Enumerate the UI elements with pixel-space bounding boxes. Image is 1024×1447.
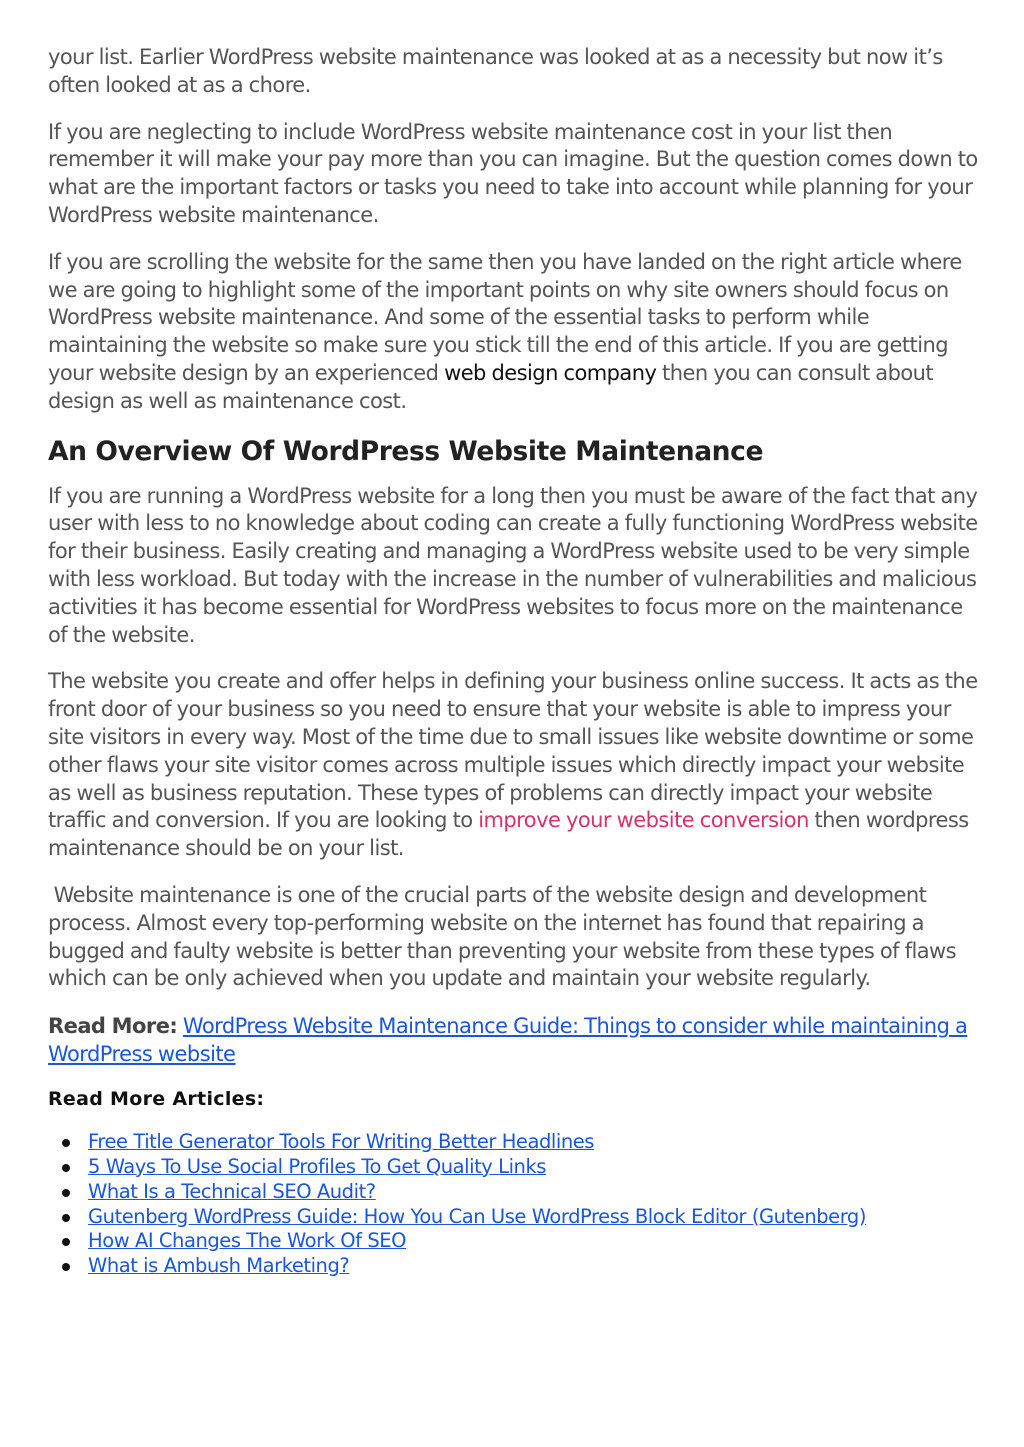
intro-text-after: then you can consult about design as well as maintenance cost. xyxy=(48,360,934,413)
article-link-ai-seo[interactable]: How AI Changes The Work Of SEO xyxy=(88,1229,407,1253)
list-item xyxy=(88,1180,983,1205)
bullet-icon xyxy=(62,1263,70,1271)
bullet-icon xyxy=(62,1139,70,1147)
paragraph-overview: If you are running a WordPress website for a long then you must be aware of the fact that any user with less to no knowledge about coding can create a fully functioning WordPress website for their business. Easily creating and managing a WordPress website used to be very simple with less workload. But today with the increase in the number of vulnerabilities and malicious activities it has become essential for WordPress websites to focus more on the maintenance of the website. xyxy=(48,483,978,647)
list-item xyxy=(88,1254,983,1279)
paragraph-crucial: Website maintenance is one of the crucial parts of the website design and development process. Almost every top-performing website on the internet has found that repairing a bugged and faulty website is better than preventing your website from these types of flaws which can be only achieved when you update and maintain your website regularly. xyxy=(48,882,962,991)
bullet-icon xyxy=(62,1164,70,1172)
read-more-block xyxy=(48,1012,983,1068)
article-link-social-profiles[interactable]: 5 Ways To Use Social Profiles To Get Quality Links xyxy=(88,1154,546,1178)
article-link-gutenberg[interactable]: Gutenberg WordPress Guide: How You Can Use WordPress Block Editor (Gutenberg) xyxy=(88,1204,867,1228)
success-text-before: The website you create and offer helps in defining your business online success. It acts as the front door of your business so you need to ensure that your website is able to impress your site visitors in every way. Most of the time due to small issues like website downtime or some other flaws your site visitor comes across multiple issues which directly impact your website as well as business reputation. These types of problems can directly impact your website traffic and conversion. If you are looking to xyxy=(48,669,978,833)
articles-list xyxy=(48,1130,983,1279)
document-page xyxy=(48,44,983,1279)
paragraph-intro xyxy=(48,249,983,416)
article-link-seo-audit[interactable]: What Is a Technical SEO Audit? xyxy=(88,1179,376,1203)
improve-conversion-link[interactable]: improve your website conversion xyxy=(478,808,809,833)
intro-text-before: If you are scrolling the website for the same then you have landed on the right article where we are going to highlight some of the important points on why site owners should focus on WordPress website maintenance. And some of the essential tasks to perform while maintaining the website so make sure you stick till the end of this article. If you are getting your website design by an experienced xyxy=(48,249,962,385)
read-more-label: Read More: xyxy=(48,1014,178,1039)
bullet-icon xyxy=(62,1189,70,1197)
list-item xyxy=(88,1229,983,1254)
read-more-link[interactable]: WordPress Website Maintenance Guide: Things to consider while maintaining a WordPress website xyxy=(48,1014,968,1067)
section-heading-overview: An Overview Of WordPress Website Maintenance xyxy=(48,435,764,467)
bullet-icon xyxy=(62,1238,70,1246)
bullet-icon xyxy=(62,1214,70,1222)
list-item xyxy=(88,1155,983,1180)
list-item xyxy=(88,1205,983,1230)
article-link-title-generator[interactable]: Free Title Generator Tools For Writing Better Headlines xyxy=(88,1130,594,1154)
read-more-articles-heading: Read More Articles: xyxy=(48,1088,265,1111)
paragraph-chore: your list. Earlier WordPress website maintenance was looked at as a necessity but now it’s often looked at as a chore. xyxy=(48,45,943,97)
article-link-ambush-marketing[interactable]: What is Ambush Marketing? xyxy=(88,1254,350,1278)
paragraph-maintenance-cost: If you are neglecting to include WordPress website maintenance cost in your list then remember it will make your pay more than you can imagine. But the question comes down to what are the important factors or tasks you need to take into account while planning for your WordPress website maintenance. xyxy=(48,119,978,227)
success-text-after: then wordpress maintenance should be on your list. xyxy=(48,808,969,861)
web-design-company-link[interactable]: web design company xyxy=(444,360,657,385)
list-item xyxy=(88,1130,983,1155)
paragraph-business-success xyxy=(48,668,983,863)
